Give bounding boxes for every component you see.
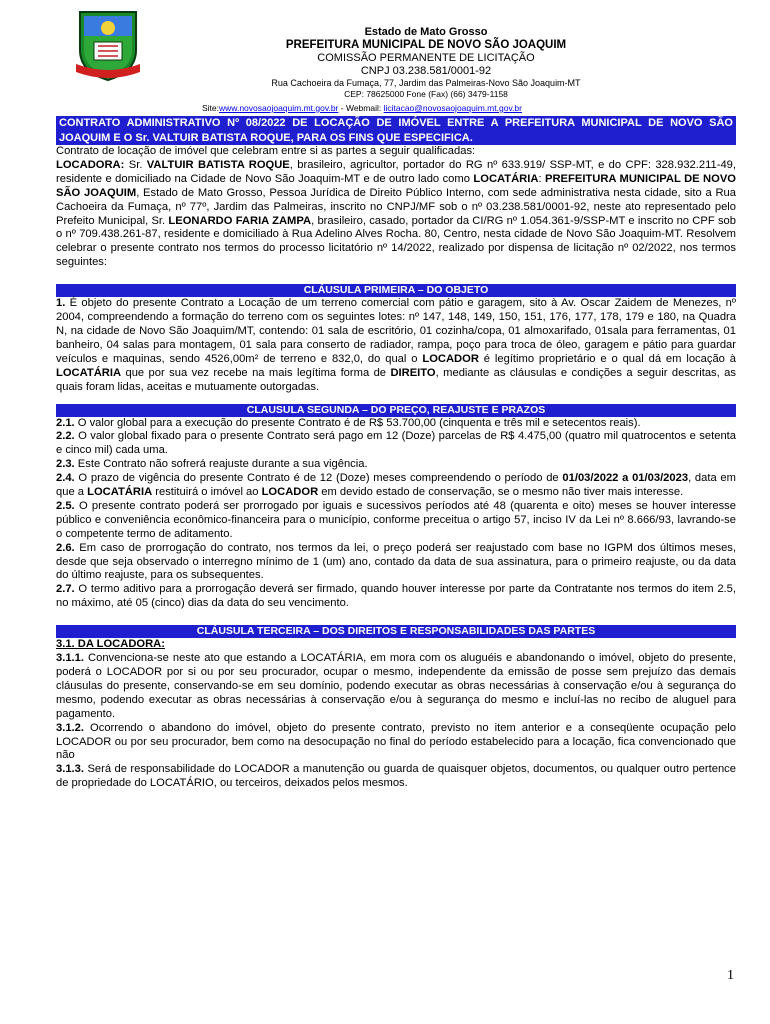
site-label: Site: <box>202 103 220 113</box>
locador-name: VALTUIR BATISTA ROQUE <box>146 158 290 171</box>
item-2-3: 2.3. Este Contrato não sofrerá reajuste durante a sua vigência. <box>56 458 368 471</box>
site-line <box>202 103 522 114</box>
clause-1-text: 1. É objeto do presente Contrato a Locação de um terreno comercial com pátio e garagem, sito à Av. Oscar Zaidem de Menezes, nº 2004, compreendendo a formação do terreno com os seguintes lotes: nº 147, 148, 149, 150, 151, 176, 177, 178, 179 e 180, na Quadra N, na cidade de Novo São Joaquim/MT, contendo: 01 sala de escritório, 01 cozinha/copa, 01 almoxarifado, 01sala para ferramentas, 01 banheiro, 04 salas para montagem, 01 sala para conserto de radiador, rampa, poço para troca de óleo, garagem e pátio para guardar veículos e maquinas, sendo 4526,00m² de terreno e 832,0, do qual o LOCADOR é legítimo proprietário e o qual dá em locação à LOCATÁRIA que por sua vez recebe na mais legítima forma de DIREITO, mediante as cláusulas e condições a seguir descritas, as quais foram lidas, aceitas e mutuamente outorgadas. <box>56 297 736 393</box>
locadora-label: LOCADORA: <box>56 158 125 171</box>
clause-1-heading: CLÁUSULA PRIMEIRA – DO OBJETO <box>56 284 736 297</box>
prefeito-name: LEONARDO FARIA ZAMPA <box>168 214 312 227</box>
contract-title: CONTRATO ADMINISTRATIVO Nº 08/2022 DE LOCAÇÃO DE IMÓVEL ENTRE A PREFEITURA MUNICIPAL DE NOVO SÃO JOAQUIM E O Sr. VALTUIR BATISTA ROQUE, PARA OS FINS QUE ESPECIFICA. <box>56 116 736 145</box>
address: Rua Cachoeira da Fumaça, 77, Jardim das Palmeiras-Novo São Joaquim-MT <box>271 78 581 88</box>
cep-phone: CEP: 78625000 Fone (Fax) (66) 3479-1158 <box>344 89 508 99</box>
prefeitura-name: PREFEITURA MUNICIPAL DE NOVO SÃO JOAQUIM <box>285 39 567 51</box>
prefeitura-party: PREFEITURA MUNICIPAL DE NOVO SÃO JOAQUIM <box>56 172 737 199</box>
webmail-label: - Webmail: <box>338 103 384 113</box>
item-3-1-3: 3.1.3. Será de responsabilidade do LOCADOR a manutenção ou guarda de quaisquer objetos, documentos, ou qualquer outro pertence de propriedade do LOCATÁRIO, ou terceiros, deixados pelos mesmos. <box>56 763 736 790</box>
state-name: Estado de Mato Grosso <box>364 26 488 38</box>
cnpj: CNPJ 03.238.581/0001-92 <box>360 65 492 77</box>
item-2-5: 2.5. O presente contrato poderá ser prorrogado por iguais e sucessivos períodos até 48 (quarenta e oito) meses se houver interesse público e conveniência econômico-financeira para o município, conforme preceitua o artigo 57, inciso IV da Lei nº 8.666/93, lavrando-se o competente termo de aditamento. <box>56 499 736 540</box>
locataria-label: LOCATÁRIA <box>473 172 539 185</box>
site-link[interactable]: www.novosaojoaquim.mt.gov.br <box>219 103 339 113</box>
clause-3-heading: CLÁUSULA TERCEIRA – DOS DIREITOS E RESPONSABILIDADES DAS PARTES <box>56 625 736 638</box>
commission-name: COMISSÃO PERMANENTE DE LICITAÇÃO <box>317 52 535 64</box>
municipal-crest-icon <box>76 6 140 82</box>
item-2-6: 2.6. Em caso de prorrogação do contrato, nos termos da lei, o preço poderá ser reajustado com base no IGPM dos últimos meses, desde que seja observado o interregno mínimo de 1 (um) ano, contado da data de sua assinatura, para o primeiro reajuste, ou da data do último reajuste, para os subsequentes. <box>56 541 736 582</box>
item-3-1-1: 3.1.1. Convenciona-se neste ato que estando a LOCATÁRIA, em mora com os aluguéis e abandonando o imóvel, objeto do presente, poderá o LOCADOR por si ou por seu procurador, ocupar o mesmo, independente da emissão de posse sem prejuízo das demais cláusulas do presente, conservando-se em seu domínio, podendo executar as obras necessárias à conservação e/ou à segurança do mesmo, podendo executar as obras necessárias à conservação e/ou à segurança do mesmo e incluí-las no recibo de aluguel para pagamento. <box>56 652 736 720</box>
intro-line: Contrato de locação de imóvel que celebram entre si as partes a seguir qualificadas: <box>56 145 476 157</box>
item-2-1: 2.1. O valor global para a execução do presente Contrato é de R$ 53.700,00 (cinquenta e três mil e setecentos reais). <box>56 416 641 429</box>
letterhead <box>56 0 736 116</box>
item-2-4: 2.4. O prazo de vigência do presente Contrato é de 12 (Doze) meses compreendendo o período de 01/03/2022 a 01/03/2023, data em que a LOCATÁRIA restituirá o imóvel ao LOCADOR em devido estado de conservação, se o mesmo não tiver mais interesse. <box>56 472 736 499</box>
page-number: 1 <box>727 968 734 983</box>
document-page <box>56 0 737 983</box>
letterhead-text <box>196 26 656 100</box>
subsection-3-1: 3.1. DA LOCADORA: <box>56 638 165 651</box>
item-2-2: 2.2. O valor global fixado para o presente Contrato será pago em 12 (Doze) parcelas de R$ 4.475,00 (quatro mil quatrocentos e setenta e cinco mil) cada uma. <box>56 430 736 457</box>
item-3-1-2: 3.1.2. Ocorrendo o abandono do imóvel, objeto do presente contrato, previsto no item anterior e a conseqüente ocupação pelo LOCADOR ou por seu procurador, bem como na desocupação no final do período estabelecido para a locação, fica convencionado que não <box>56 721 736 762</box>
clause-2-heading: CLAUSULA SEGUNDA – DO PREÇO, REAJUSTE E PRAZOS <box>56 404 736 417</box>
item-2-7: 2.7. O termo aditivo para a prorrogação deverá ser firmado, quando houver interesse por parte da Contratante nos termos do item 2.5, no máximo, até 05 (cinco) dias da data do seu vencimento. <box>56 583 736 610</box>
intro-paragraph: LOCADORA: Sr. VALTUIR BATISTA ROQUE, brasileiro, agricultor, portador do RG nº 633.919/ SSP-MT, e do CPF: 328.932.211-49, residente e domiciliado na Cidade de Novo São Joaquim-MT e de outro lado como LOCATÁRIA: PREFEITURA MUNICIPAL DE NOVO SÃO JOAQUIM, Estado de Mato Grosso, Pessoa Jurídica de Direito Público Interno, com sede administrativa nesta cidade, sito a Rua Cachoeira da Fumaça, nº 77º, Jardim das Palmeiras, inscrito no CNPJ/MF sob o nº 03.238.581/0001-92, neste ato representado pelo Prefeito Municipal, Sr. LEONARDO FARIA ZAMPA, brasileiro, casado, portador da CI/RG nº 1.054.361-9/SSP-MT e inscrito no CPF sob o nº 709.438.261-87, residente e domiciliado à Rua Adelino Alves Rocha. 80, Centro, nesta cidade de Novo São Joaquim-MT. Resolvem celebrar o presente contrato nos termos do processo licitatório nº 14/2022, realizado por dispensa de licitação nº 02/2022, nos termos seguintes: <box>56 158 737 269</box>
webmail-link[interactable]: licitacao@novosaojoaquim.mt.gov.br <box>383 103 522 113</box>
